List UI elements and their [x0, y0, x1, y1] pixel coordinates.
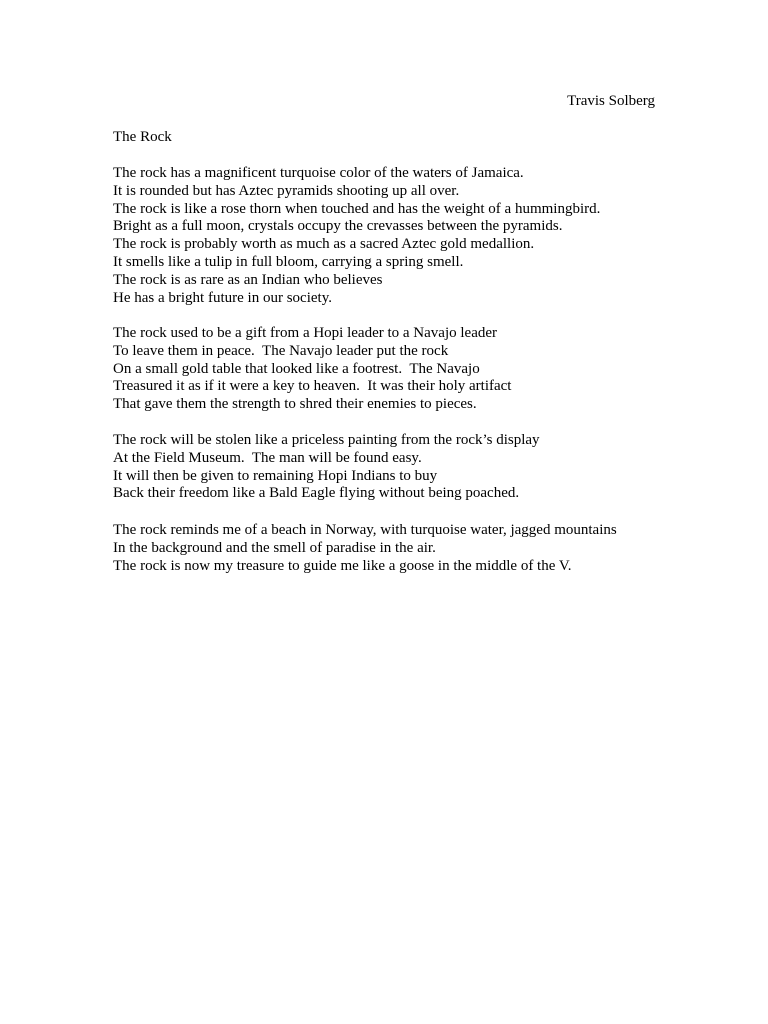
poem-line: The rock is now my treasure to guide me like a goose in the middle of the V. [113, 557, 572, 574]
poem-line: He has a bright future in our society. [113, 289, 332, 306]
poem-line: It smells like a tulip in full bloom, carrying a spring smell. [113, 253, 464, 270]
poem-line: The rock will be stolen like a priceless painting from the rock’s display [113, 432, 540, 448]
poem-line: Treasured it as if it were a key to heaven. It was their holy artifact [113, 378, 512, 395]
stanza-2 [113, 325, 673, 414]
poem-line: The rock is probably worth as much as a sacred Aztec gold medallion. [113, 236, 535, 253]
poem-line: To leave them in peace. The Navajo leader put the rock [113, 342, 449, 359]
poem-line: At the Field Museum. The man will be found easy. [113, 449, 422, 466]
poem-line: In the background and the smell of paradise in the air. [113, 539, 436, 556]
stanza-3 [113, 432, 673, 503]
poem-title: The Rock [113, 129, 172, 145]
poem-line: The rock reminds me of a beach in Norway, with turquoise water, jagged mountains [113, 522, 617, 538]
poem-line: It is rounded but has Aztec pyramids shooting up all over. [113, 182, 460, 199]
poem-line: The rock has a magnificent turquoise color of the waters of Jamaica. [113, 165, 524, 181]
stanza-4 [113, 522, 673, 575]
poem-line: Bright as a full moon, crystals occupy the crevasses between the pyramids. [113, 218, 563, 235]
poem-line: The rock is as rare as an Indian who believes [113, 271, 383, 288]
stanza-1 [113, 165, 673, 307]
poem-line: Back their freedom like a Bald Eagle flying without being poached. [113, 485, 520, 502]
author-name: Travis Solberg [567, 93, 655, 109]
poem-line: The rock used to be a gift from a Hopi leader to a Navajo leader [113, 325, 498, 341]
poem-line: That gave them the strength to shred their enemies to pieces. [113, 396, 477, 413]
poem-line: It will then be given to remaining Hopi Indians to buy [113, 467, 438, 484]
poem-line: On a small gold table that looked like a footrest. The Navajo [113, 360, 480, 377]
poem-line: The rock is like a rose thorn when touched and has the weight of a hummingbird. [113, 200, 601, 217]
